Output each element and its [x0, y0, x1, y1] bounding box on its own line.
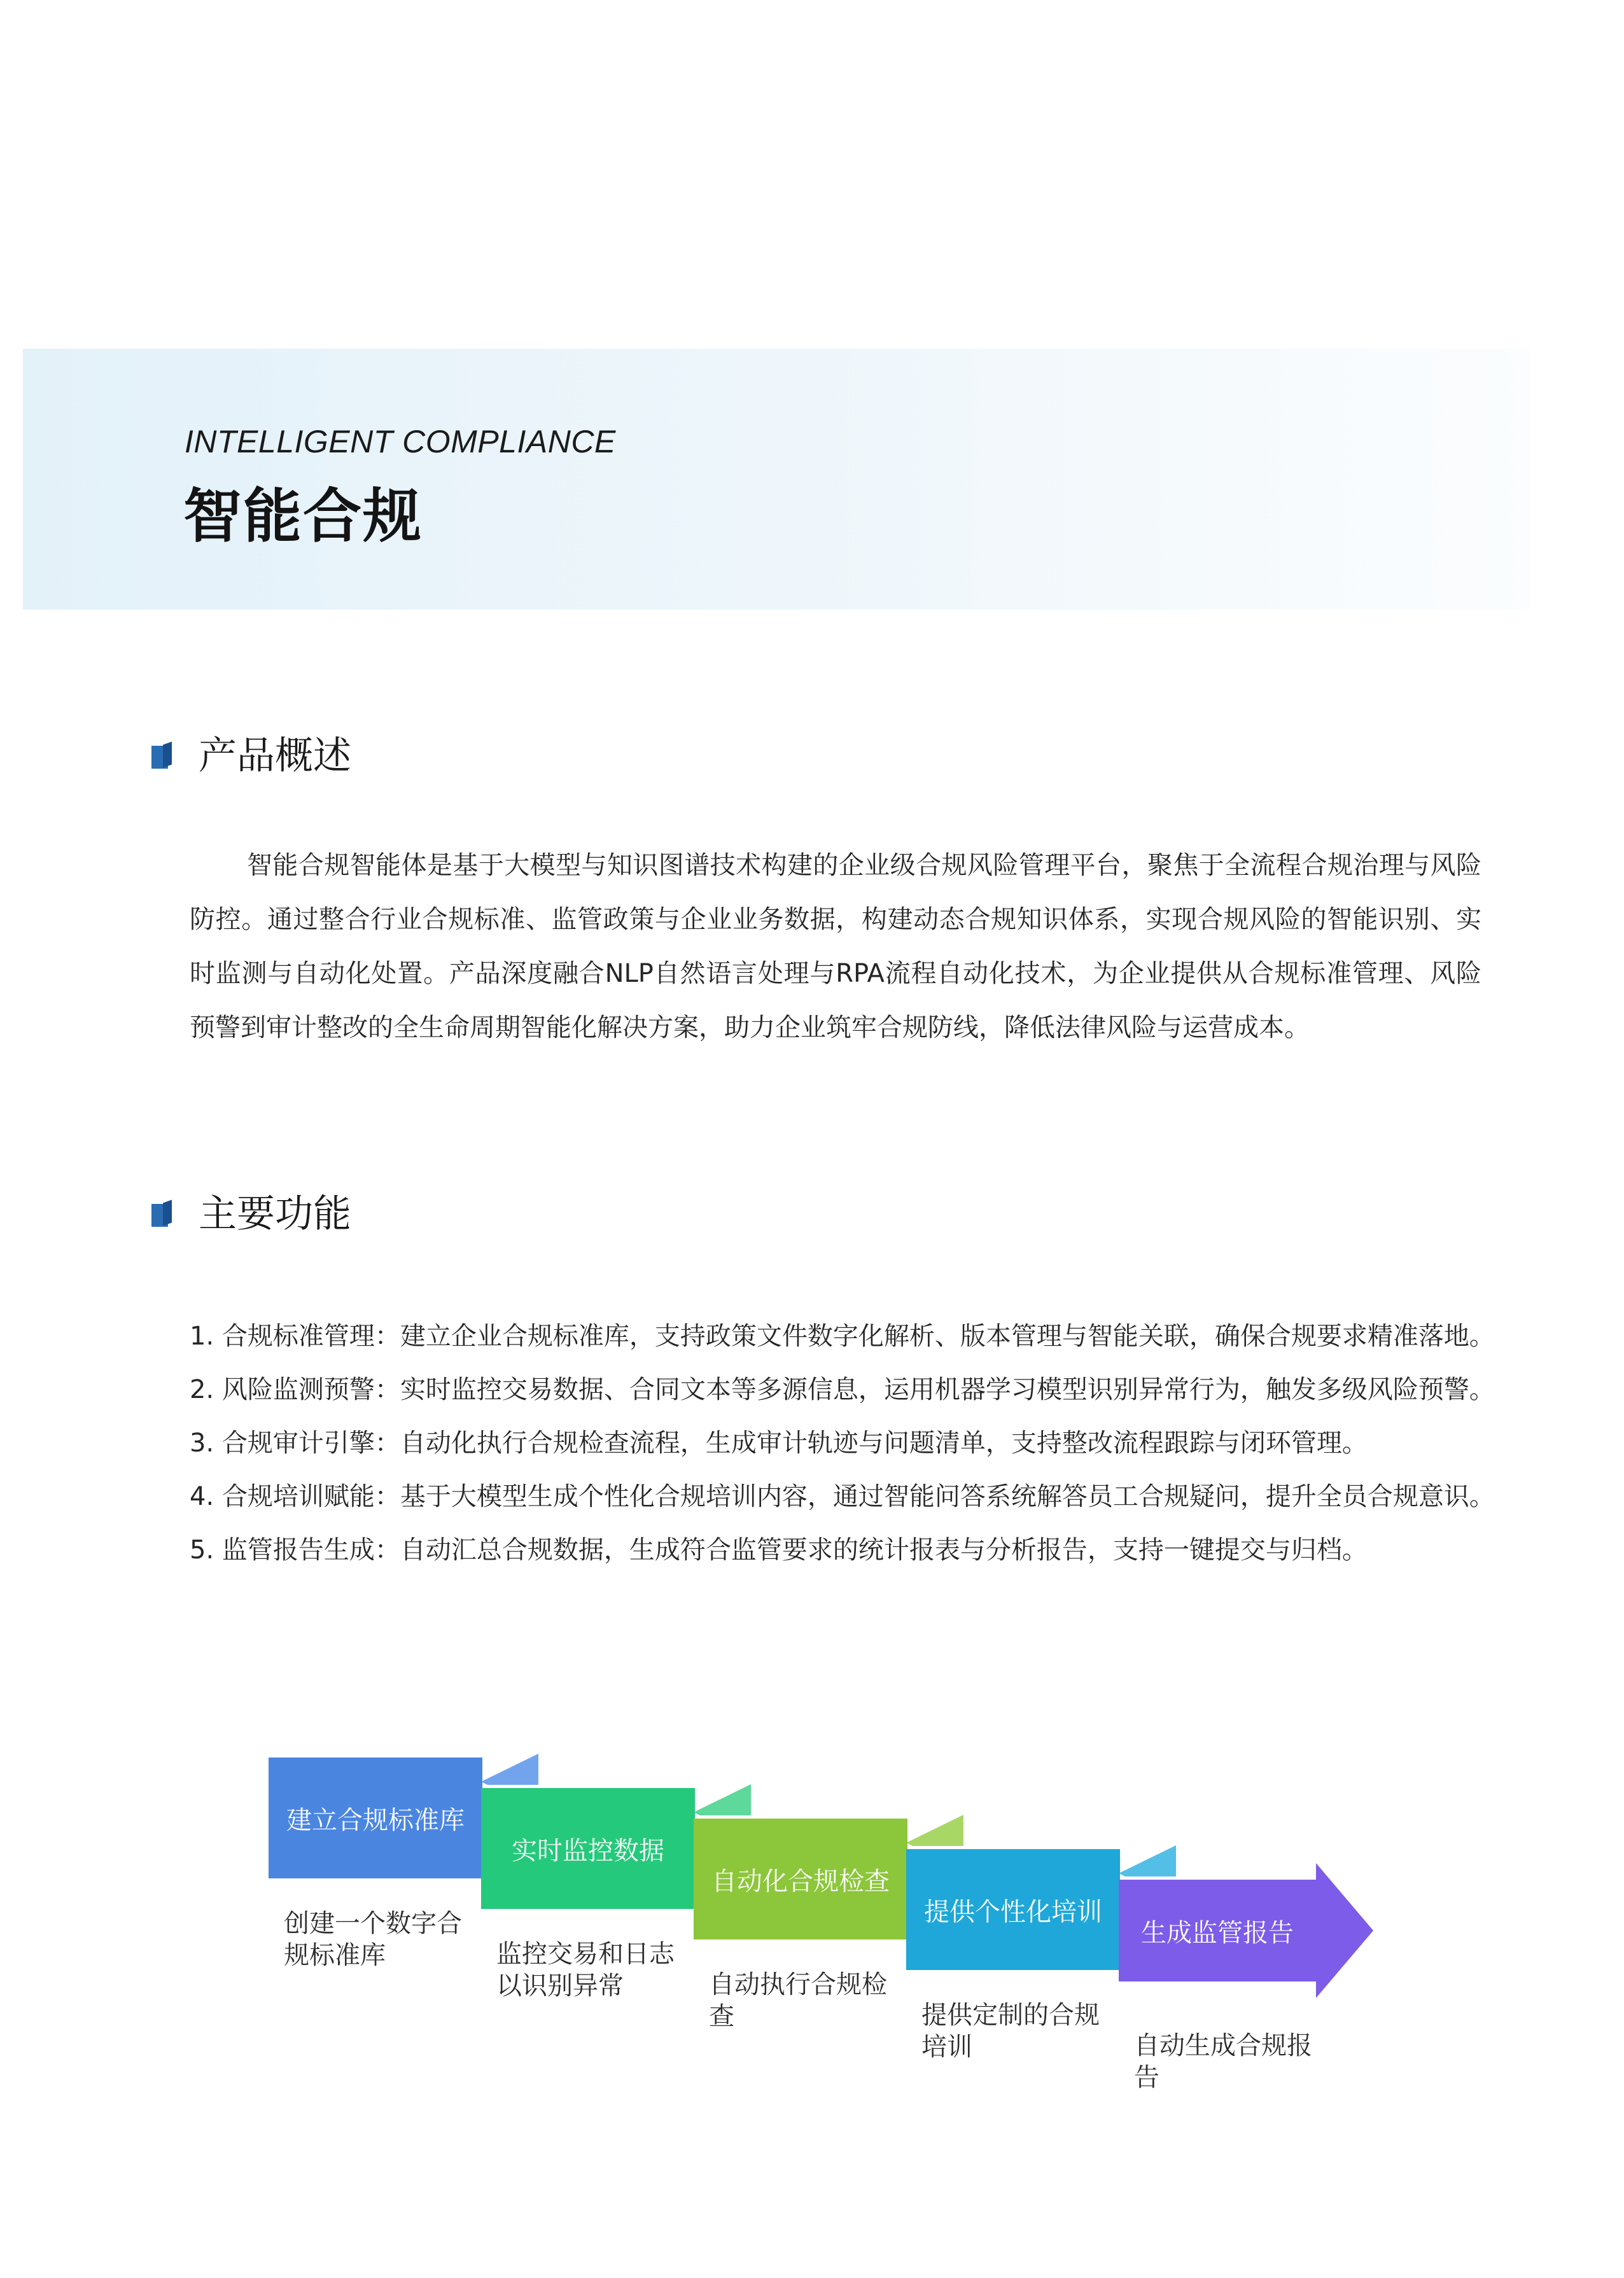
step-box-4: 提供个性化培训 — [906, 1849, 1120, 1970]
step-box-3: 自动化合规检查 — [694, 1819, 907, 1939]
step-fold-2 — [694, 1784, 751, 1815]
overview-heading: 产品概述 — [199, 734, 351, 778]
function-item: 4. 合规培训赋能：基于大模型生成个性化合规培训内容，通过智能问答系统解答员工合规疑问，提升全员合规意识。 — [190, 1482, 1495, 1511]
function-item: 3. 合规审计引擎：自动化执行合规检查流程，生成审计轨迹与问题清单，支持整改流程跟踪与闭环管理。 — [190, 1429, 1368, 1458]
banner-title-en: INTELLIGENT COMPLIANCE — [185, 424, 616, 459]
banner-title-cn: 智能合规 — [183, 482, 423, 550]
step-fold-3 — [906, 1815, 963, 1846]
step-desc-1: 创建一个数字合规标准库 — [284, 1909, 462, 1970]
overview-paragraph: 智能合规智能体是基于大模型与知识图谱技术构建的企业级合规风险管理平台，聚焦于全流程合规治理与风险防控。通过整合行业合规标准、监管政策与企业业务数据，构建动态合规知识体系，实现合规风险的智能识别、实时监测与自动化处置。产品深度融合NLP自然语言处理与RPA流程自动化技术，为企业提供从合规标准管理、风险预警到审计整改的全生命周期智能化解决方案，助力企业筑牢合规防线，降低法律风险与运营成本。 — [190, 851, 1481, 1042]
function-item: 1. 合规标准管理：建立企业合规标准库，支持政策文件数字化解析、版本管理与智能关联，确保合规要求精准落地。 — [190, 1322, 1495, 1351]
step-box-1: 建立合规标准库 — [269, 1757, 482, 1878]
step-desc-2: 监控交易和日志以识别异常 — [496, 1939, 675, 2001]
step-box-2: 实时监控数据 — [481, 1788, 695, 1909]
step-desc-4: 提供定制的合规培训 — [921, 2001, 1100, 2062]
step-desc-5: 自动生成合规报告 — [1134, 2031, 1312, 2092]
functions-heading: 主要功能 — [199, 1192, 351, 1236]
function-item: 5. 监管报告生成：自动汇总合规数据，生成符合监管要求的统计报表与分析报告，支持一键提交与归档。 — [190, 1535, 1368, 1565]
step-fold-1 — [481, 1754, 538, 1785]
step-box-5: 生成监管报告 — [1141, 1918, 1294, 1948]
step-desc-3: 自动执行合规检查 — [709, 1970, 887, 2031]
function-item: 2. 风险监测预警：实时监控交易数据、合同文本等多源信息，运用机器学习模型识别异常行为，触发多级风险预警。 — [190, 1375, 1495, 1404]
